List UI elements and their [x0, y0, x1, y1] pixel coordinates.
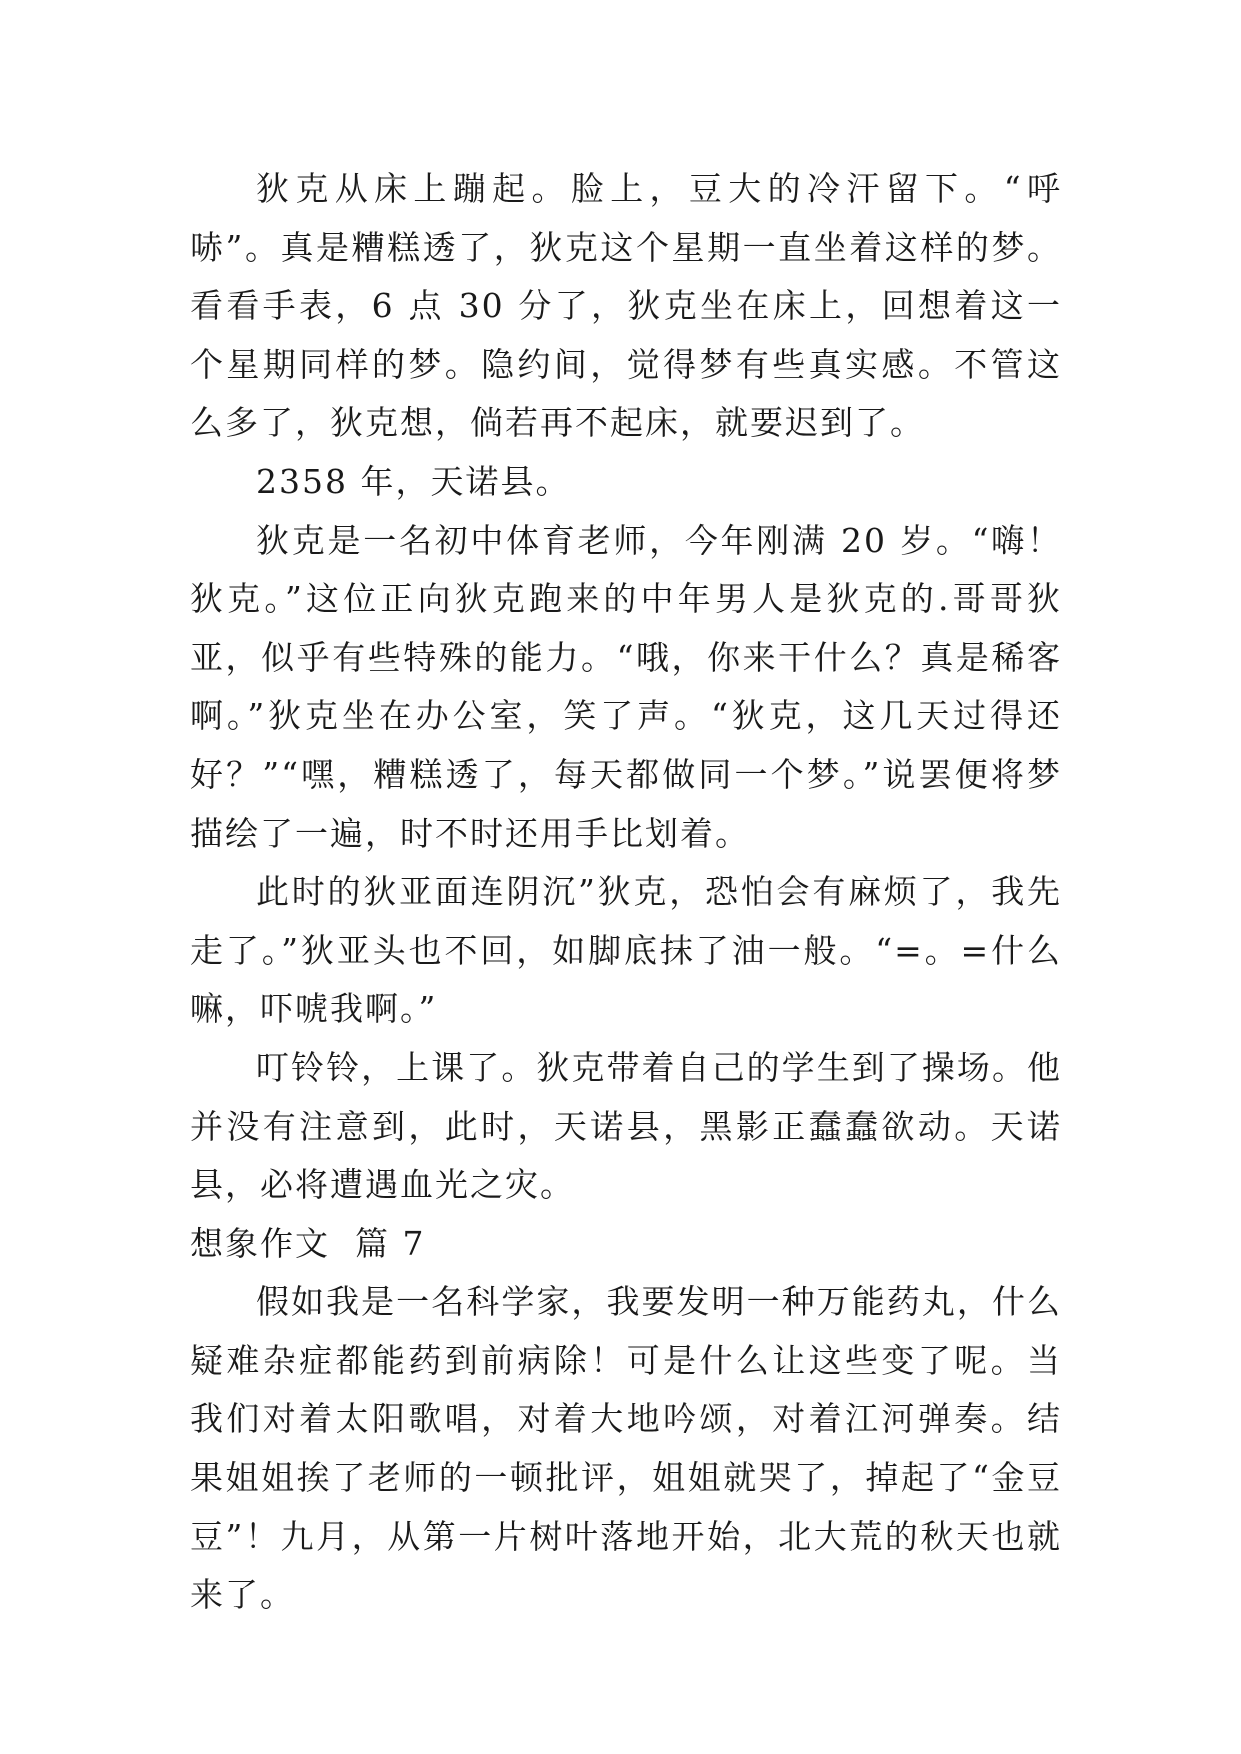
paragraph: 叮铃铃，上课了。狄克带着自己的学生到了操场。他并没有注意到，此时，天诺县，黑影正蠢蠢欲动。天诺县，必将遭遇血光之灾。 [190, 1047, 1062, 1205]
paragraph: 狄克是一名初中体育老师，今年刚满 20 岁。“嗨！狄克。”这位正向狄克跑来的中年男人是狄克的.哥哥狄亚，似乎有些特殊的能力。“哦，你来干什么？真是稀客啊。”狄克坐在办公室，笑了声。“狄克，这几天过得还好？”“嘿，糟糕透了，每天都做同一个梦。”说罢便将梦描绘了一遍，时不时还用手比划着。 [190, 520, 1062, 853]
paragraph: 狄克从床上蹦起。脸上，豆大的冷汗留下。“呼哧”。真是糟糕透了，狄克这个星期一直坐着这样的梦。看看手表，6 点 30 分了，狄克坐在床上，回想着这一个星期同样的梦。隐约间，觉得梦有些真实感。不管这么多了，狄克想，倘若再不起床，就要迟到了。 [190, 169, 1062, 443]
body-text [190, 160, 1062, 1625]
paragraph: 此时的狄亚面连阴沉”狄克，恐怕会有麻烦了，我先走了。”狄亚头也不回，如脚底抹了油一般。“=。=什么嘛，吓唬我啊。” [190, 872, 1062, 1029]
paragraph: 假如我是一名科学家，我要发明一种万能药丸，什么疑难杂症都能药到前病除！可是什么让这些变了呢。当我们对着太阳歌唱，对着大地吟颂，对着江河弹奏。结果姐姐挨了老师的一顿批评，姐姐就哭了，掉起了“金豆豆”！九月，从第一片树叶落地开始，北大荒的秋天也就来了。 [190, 1282, 1062, 1615]
section-heading: 想象作文 篇 7 [190, 1223, 426, 1263]
paragraph: 2358 年，天诺县。 [256, 461, 571, 501]
